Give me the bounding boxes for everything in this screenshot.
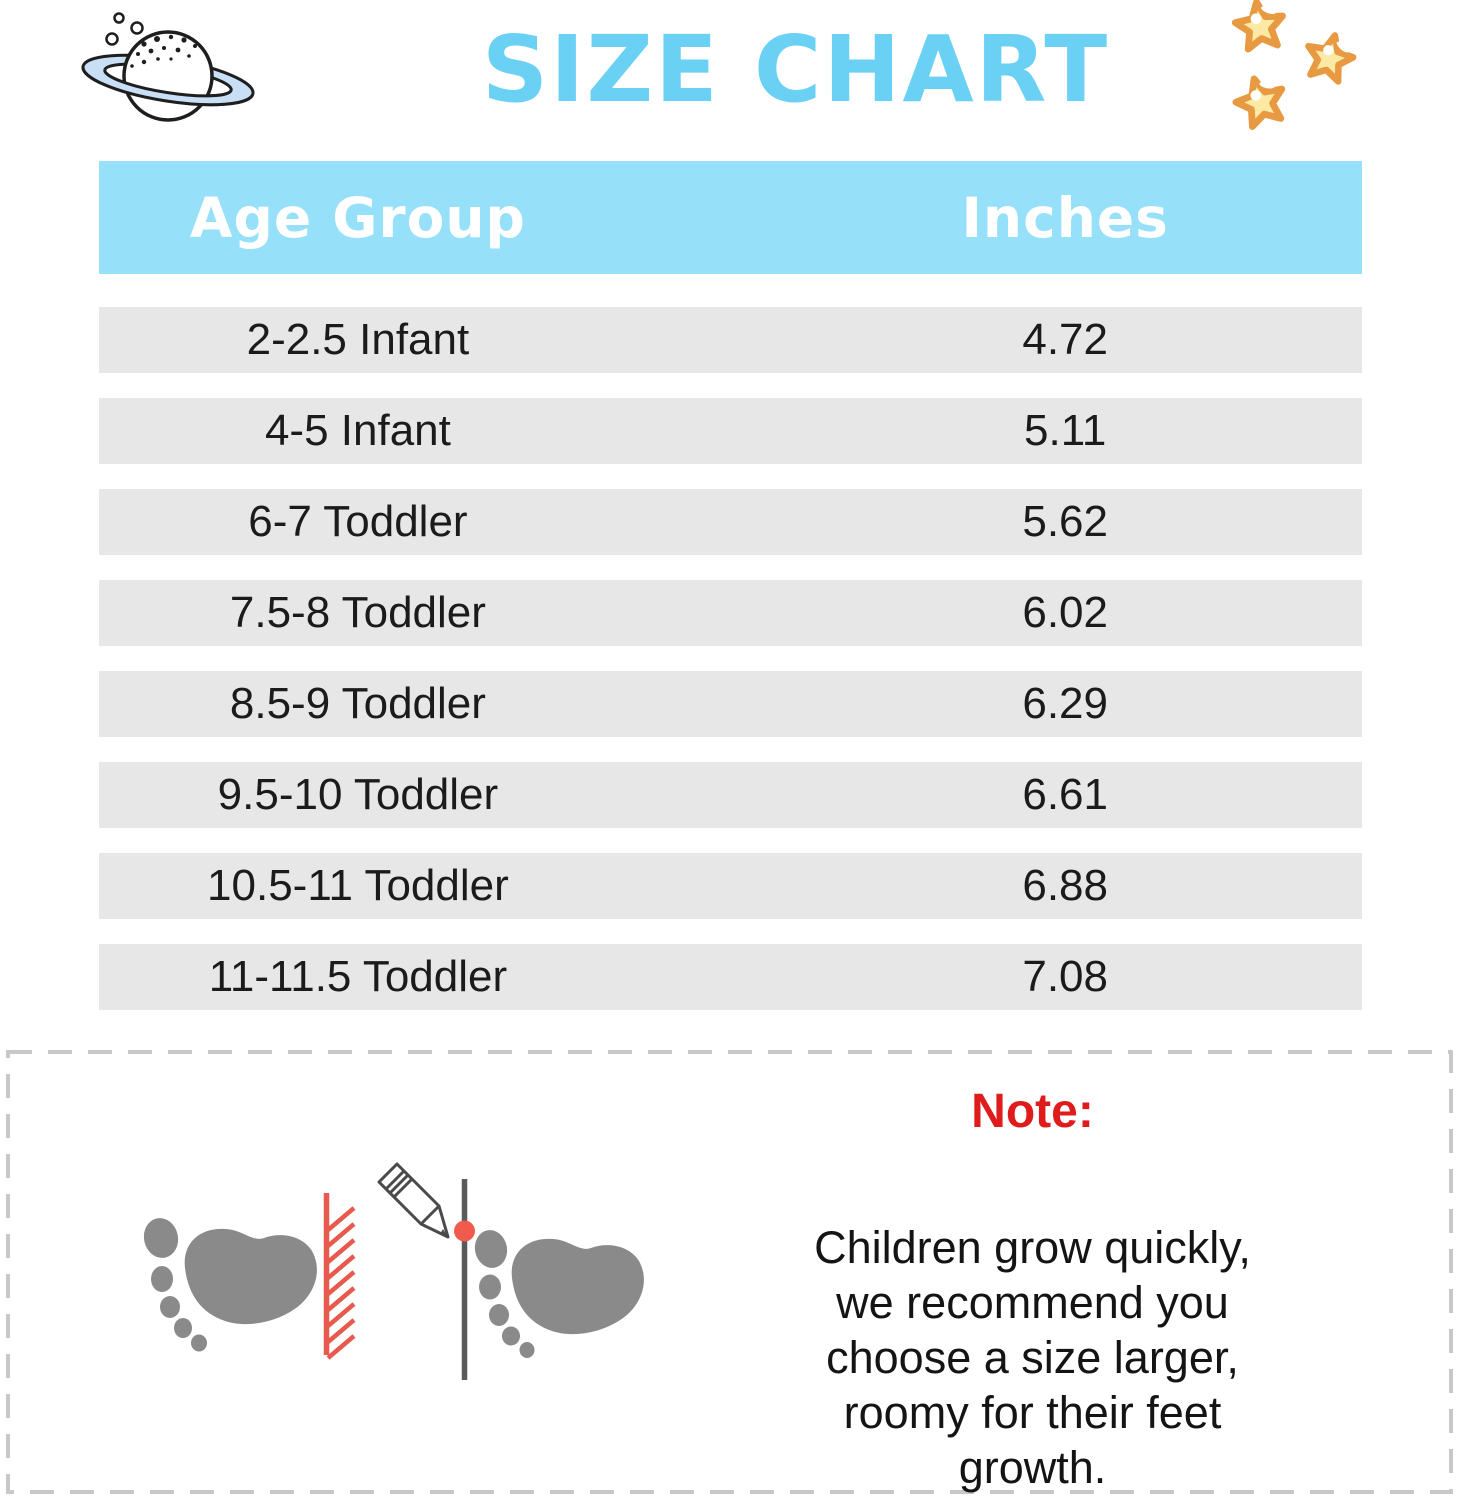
table-row [99,853,1362,919]
table-row [99,671,1362,737]
age-group-value: 10.5-11 Toddler [207,861,509,910]
table-row [99,580,1362,646]
age-group-value: 4-5 Infant [264,406,451,455]
note-line: roomy for their feet [843,1387,1222,1438]
age-group-value: 11-11.5 Toddler [208,952,508,1001]
star-icon [1225,67,1297,139]
note-line: growth. [958,1442,1107,1493]
note-line: Children grow quickly, [814,1222,1251,1273]
footprint-measure-illustration [100,1130,660,1460]
inches-value: 4.72 [1022,315,1108,364]
right-footprint [471,1227,644,1358]
table-row [99,944,1362,1010]
size-table-header [99,161,1362,274]
left-footprint [140,1215,317,1352]
inches-value: 6.88 [1022,861,1108,910]
table-row [99,489,1362,555]
column-header-age-group: Age Group [189,185,526,250]
size-table [99,161,1362,1010]
ruler-marks [327,1193,355,1358]
page-title: SIZE CHART [481,16,1110,123]
age-group-value: 2-2.5 Infant [246,315,470,364]
inches-value: 6.29 [1022,679,1108,728]
mark-dot [454,1221,475,1242]
inches-value: 6.61 [1022,770,1108,819]
column-header-inches: Inches [961,185,1169,250]
age-group-value: 6-7 Toddler [248,497,468,546]
table-row [99,762,1362,828]
note-heading: Note: [971,1085,1094,1138]
inches-value: 6.02 [1022,588,1108,637]
note-line: we recommend you [836,1277,1229,1328]
star-icon [1227,0,1293,60]
inches-value: 5.62 [1022,497,1108,546]
inches-value: 7.08 [1022,952,1108,1001]
note-body [790,1220,1275,1495]
note-line: choose a size larger, [826,1332,1239,1383]
star-icon [1295,25,1363,93]
table-row [99,398,1362,464]
age-group-value: 9.5-10 Toddler [217,770,499,819]
inches-value: 5.11 [1024,406,1107,455]
age-group-value: 7.5-8 Toddler [229,588,486,637]
table-row [99,307,1362,373]
age-group-value: 8.5-9 Toddler [229,679,486,728]
pencil-icon [379,1164,448,1237]
planet-icon [72,6,267,146]
